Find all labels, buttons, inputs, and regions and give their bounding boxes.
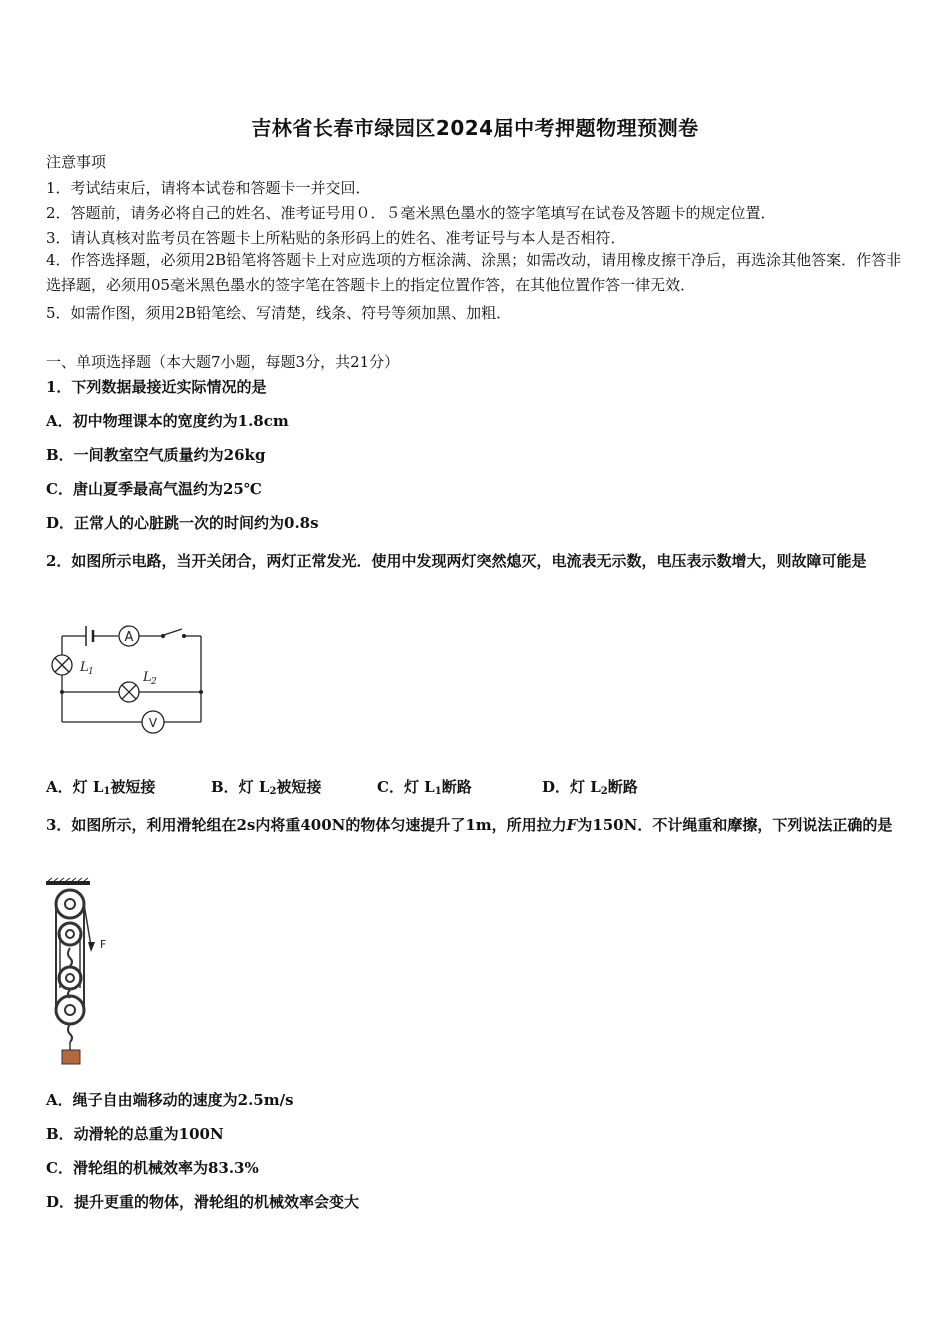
notice-item-2: 2．答题前，请务必将自己的姓名、准考证号用０．５毫米黑色墨水的签字笔填写在试卷及答题卡的规定位置． xyxy=(46,204,776,222)
q3-option-d: D．提升更重的物体，滑轮组的机械效率会变大 xyxy=(46,1193,360,1211)
notice-item-5: 5．如需作图，须用2B铅笔绘、写清楚，线条、符号等须加黑、加粗． xyxy=(46,304,512,322)
q3-stem: 3．如图所示，利用滑轮组在2s内将重400N的物体匀速提升了1m，所用拉力F为150N．不计绳重和摩擦，下列说法正确的是 xyxy=(46,816,893,834)
q2-option-c: C．灯 $L_1$断路 xyxy=(377,778,472,797)
notice-item-4: 4．作答选择题，必须用2B铅笔将答题卡上对应选项的方框涂满、涂黑；如需改动，请用橡皮擦干净后，再选涂其他答案．作答非选择题，必须用05毫米黑色墨水的签字笔在答题卡上的指定位置作答，在其他位置作答一律无效． xyxy=(46,251,902,294)
lamp1-label: L xyxy=(80,660,89,675)
lamp2-subscript: 2 xyxy=(151,677,157,687)
ammeter-label: A xyxy=(124,630,134,645)
lamp1-subscript: 1 xyxy=(88,667,94,677)
notice-item-1: 1．考试结束后，请将本试卷和答题卡一并交回． xyxy=(46,179,371,197)
page-title: 吉林省长春市绿园区2024届中考押题物理预测卷 xyxy=(251,116,699,140)
q2-option-d: D．灯 $L_2$断路 xyxy=(542,778,638,797)
q2-options xyxy=(46,776,638,797)
notice-item-3: 3．请认真核对监考员在答题卡上所粘贴的条形码上的姓名、准考证号与本人是否相符． xyxy=(46,229,626,247)
q1-option-b: B．一间教室空气质量约为26kg xyxy=(46,446,266,464)
pulley-diagram xyxy=(40,878,120,1068)
q1-option-c: C．唐山夏季最高气温约为25℃ xyxy=(46,480,262,498)
q1-option-d: D．正常人的心脏跳一次的时间约为0.8s xyxy=(46,514,319,532)
q1-option-a: A．初中物理课本的宽度约为1.8cm xyxy=(46,412,289,430)
section-heading: 一、单项选择题（本大题7小题，每题3分，共21分） xyxy=(46,353,400,371)
q3-option-c: C．滑轮组的机械效率为83.3% xyxy=(46,1159,259,1177)
notice-heading: 注意事项 xyxy=(46,153,107,171)
circuit-diagram xyxy=(40,618,220,742)
force-label: F xyxy=(100,938,107,951)
q2-option-b: B．灯 $L_2$被短接 xyxy=(211,778,322,797)
q2-stem: 2．如图所示电路，当开关闭合，两灯正常发光．使用中发现两灯突然熄灭，电流表无示数，电压表示数增大，则故障可能是 xyxy=(46,552,867,570)
q3-option-b: B．动滑轮的总重为100N xyxy=(46,1125,224,1143)
q3-option-a: A．绳子自由端移动的速度为2.5m/s xyxy=(46,1091,294,1109)
q2-option-a: A．灯 $L_1$被短接 xyxy=(46,778,156,797)
voltmeter-label: V xyxy=(148,716,158,730)
lamp2-label: L xyxy=(143,670,152,685)
q1-stem: 1．下列数据最接近实际情况的是 xyxy=(46,378,267,396)
